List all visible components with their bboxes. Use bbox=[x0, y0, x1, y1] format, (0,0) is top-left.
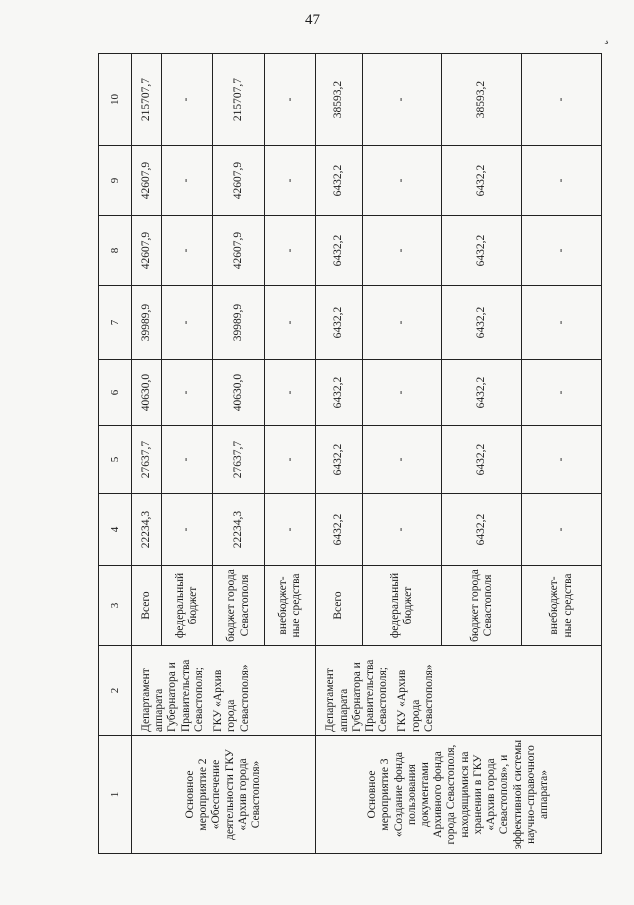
value-cell: - bbox=[522, 54, 602, 146]
source-cell: Всего bbox=[316, 566, 362, 646]
value-cell: - bbox=[522, 216, 602, 286]
value-cell: 6432,2 bbox=[316, 146, 362, 216]
budget-table bbox=[98, 53, 602, 854]
value-cell: - bbox=[264, 360, 316, 426]
value-cell: 42607,9 bbox=[213, 216, 265, 286]
value-cell: - bbox=[161, 360, 213, 426]
header-cell: 7 bbox=[99, 286, 132, 360]
value-cell: 6432,2 bbox=[442, 494, 522, 566]
value-cell: - bbox=[264, 494, 316, 566]
executor-cell bbox=[132, 646, 316, 736]
value-cell: 6432,2 bbox=[442, 426, 522, 494]
value-cell: 40630,0 bbox=[213, 360, 265, 426]
value-cell: - bbox=[264, 216, 316, 286]
value-cell: - bbox=[161, 216, 213, 286]
header-cell: 1 bbox=[99, 736, 132, 854]
source-cell: федеральный бюджет bbox=[161, 566, 213, 646]
value-cell: - bbox=[264, 286, 316, 360]
header-cell: 5 bbox=[99, 426, 132, 494]
value-cell: - bbox=[362, 216, 442, 286]
value-cell: - bbox=[264, 146, 316, 216]
value-cell: - bbox=[264, 54, 316, 146]
executor-b: ГКУ «Архив города Севастополя» bbox=[212, 664, 251, 732]
value-cell: - bbox=[362, 54, 442, 146]
value-cell: 6432,2 bbox=[442, 286, 522, 360]
value-cell: 39989,9 bbox=[213, 286, 265, 360]
header-cell: 6 bbox=[99, 360, 132, 426]
executor-a: Департамент аппарата Губернатора и Правительства Севастополя; bbox=[324, 659, 390, 732]
value-cell: 38593,2 bbox=[442, 54, 522, 146]
value-cell: - bbox=[161, 426, 213, 494]
rotated-table-area bbox=[98, 54, 602, 854]
value-cell: 6432,2 bbox=[442, 360, 522, 426]
value-cell: - bbox=[264, 426, 316, 494]
value-cell: - bbox=[522, 146, 602, 216]
header-cell: 4 bbox=[99, 494, 132, 566]
header-cell: 2 bbox=[99, 646, 132, 736]
value-cell: - bbox=[522, 360, 602, 426]
measure-cell: Основное мероприятие 2 «Обеспечение деятельности ГКУ «Архив города Севастополя» bbox=[132, 736, 316, 854]
value-cell: 6432,2 bbox=[316, 494, 362, 566]
source-cell: внебюджет-ные средства bbox=[264, 566, 316, 646]
measure-cell: Основное мероприятие 3 «Создание фонда пользования документами Архивного фонда города Севастополя, находящимися на хранении в ГКУ «Архив города Севастополя», и эффективной системы научно-справочного аппарата» bbox=[316, 736, 602, 854]
value-cell: 22234,3 bbox=[132, 494, 162, 566]
value-cell: - bbox=[362, 360, 442, 426]
source-cell: федеральный бюджет bbox=[362, 566, 442, 646]
value-cell: 39989,9 bbox=[132, 286, 162, 360]
value-cell: 6432,2 bbox=[316, 426, 362, 494]
value-cell: 6432,2 bbox=[316, 216, 362, 286]
value-cell: - bbox=[522, 494, 602, 566]
value-cell: - bbox=[362, 494, 442, 566]
value-cell: 27637,7 bbox=[132, 426, 162, 494]
value-cell: 42607,9 bbox=[132, 146, 162, 216]
value-cell: 6432,2 bbox=[442, 146, 522, 216]
table-row bbox=[132, 54, 162, 854]
executor-cell bbox=[316, 646, 602, 736]
value-cell: 27637,7 bbox=[213, 426, 265, 494]
source-cell: бюджет города Севастополя bbox=[213, 566, 265, 646]
value-cell: 22234,3 bbox=[213, 494, 265, 566]
header-cell: 10 bbox=[99, 54, 132, 146]
header-cell: 8 bbox=[99, 216, 132, 286]
value-cell: - bbox=[362, 426, 442, 494]
value-cell: 38593,2 bbox=[316, 54, 362, 146]
header-row bbox=[99, 54, 132, 854]
executor-a: Департамент аппарата Губернатора и Правительства Севастополя; bbox=[140, 659, 205, 732]
value-cell: - bbox=[362, 286, 442, 360]
value-cell: - bbox=[522, 426, 602, 494]
value-cell: 42607,9 bbox=[213, 146, 265, 216]
executor-b: ГКУ «Архив города Севастополя» bbox=[396, 664, 435, 732]
source-cell: бюджет города Севастополя bbox=[442, 566, 522, 646]
source-cell: Всего bbox=[132, 566, 162, 646]
value-cell: 215707,7 bbox=[213, 54, 265, 146]
page-number: 47 bbox=[305, 12, 320, 28]
header-cell: 3 bbox=[99, 566, 132, 646]
value-cell: 6432,2 bbox=[442, 216, 522, 286]
table-wrap bbox=[98, 54, 602, 854]
value-cell: - bbox=[161, 54, 213, 146]
value-cell: 6432,2 bbox=[316, 286, 362, 360]
value-cell: 42607,9 bbox=[132, 216, 162, 286]
value-cell: - bbox=[161, 286, 213, 360]
value-cell: - bbox=[522, 286, 602, 360]
value-cell: - bbox=[362, 146, 442, 216]
value-cell: - bbox=[161, 146, 213, 216]
value-cell: - bbox=[161, 494, 213, 566]
source-cell: внебюджет-ные средства bbox=[522, 566, 602, 646]
corner-mark: ¸ bbox=[603, 27, 615, 46]
value-cell: 215707,7 bbox=[132, 54, 162, 146]
value-cell: 6432,2 bbox=[316, 360, 362, 426]
value-cell: 40630,0 bbox=[132, 360, 162, 426]
header-cell: 9 bbox=[99, 146, 132, 216]
table-row bbox=[316, 54, 362, 854]
